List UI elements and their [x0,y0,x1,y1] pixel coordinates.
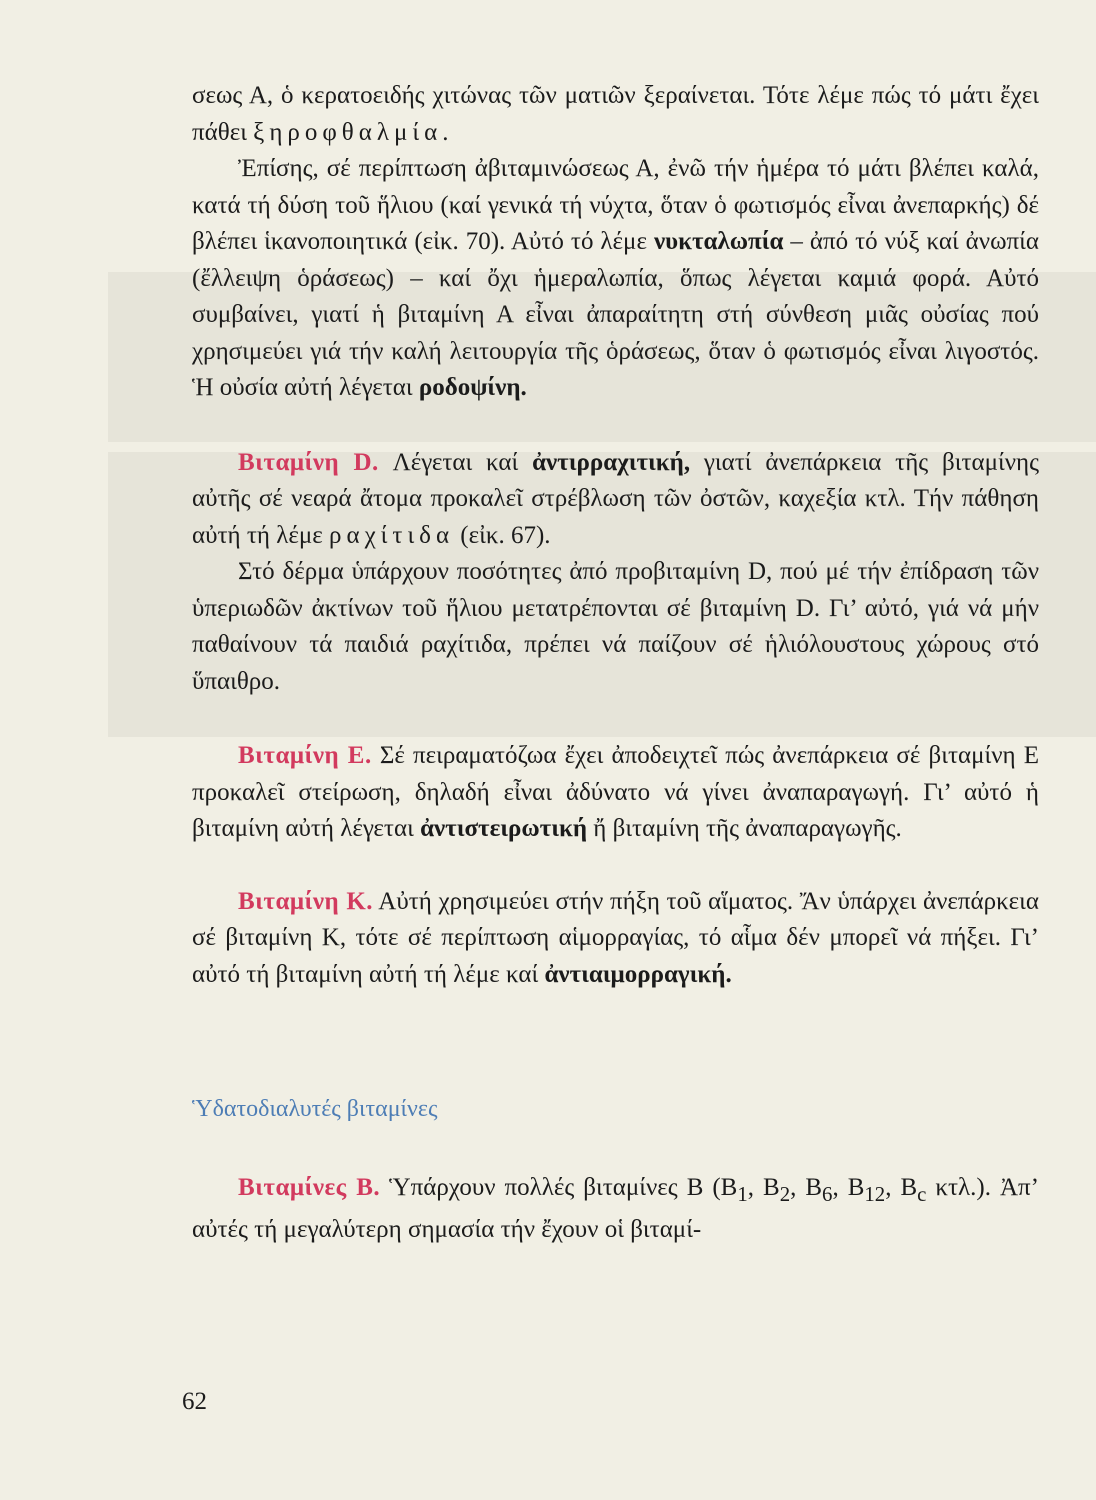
term-antisterility: ἀντιστειρωτική [420,815,588,842]
term-xerophthalmia: ξηροφθαλμία [253,118,443,146]
term-antihemorrhagic: ἀντιαιμορραγική. [544,960,732,988]
term-nyctalopia: νυκταλωπία [653,228,784,255]
paragraph-vitamin-k: Βιταμίνη Κ. Αὐτή χρησιμεύει στήν πήξη τοῦ αἵματος. Ἄν ὑπάρχει ἀνεπάρκεια σέ βιταμίνη Κ, τότε σέ περίπτωση αἱμορραγίας, τό αἷμα δέν μπορεῖ νά πήξει. Γι’ αὐτό τή βιταμίνη αὐτή τή λέμε καί ἀντιαιμορραγική. [192,887,1040,988]
paragraph-xerophthalmia: σεως Α, ὁ κερατοειδής χιτώνας τῶν ματιῶν ξεραίνεται. Τότε λέμε πώς τό μάτι ἔχει πάθει ξηροφθαλμία. [192,82,1039,146]
paragraph-vitamin-d: Βιταμίνη D. Λέγεται καί ἀντιρραχιτική, γιατί ἀνεπάρκεια τῆς βιταμίνης αὐτῆς σέ νεαρά ἄτομα προκαλεῖ στρέβλωση τῶν ὀστῶν, καχεξία κτλ. Τήν πάθηση αὐτή τή λέμε ραχίτιδα (εἰκ. 67). [192,448,1039,549]
term-antirachitic: ἀντιρραχιτική, [532,448,691,476]
heading-vitamin-e: Βιταμίνη Ε. [238,742,372,769]
term-rickets: ραχίτιδα [329,521,455,549]
paragraph-vitamin-d-skin: Στό δέρμα ὑπάρχουν ποσότητες ἀπό προβιταμίνη D, πού μέ τήν ἐπίδραση τῶν ὑπεριωδῶν ἀκτίνων τοῦ ἥλιου μετατρέπονται σέ βιταμίνη D. Γι’ αὐτό, γιά νά μήν παθαίνουν τά παιδιά ραχίτιδα, πρέπει νά παίζουν σέ ἡλιόλουστους χώρους στό ὕπαιθρο. [192,558,1039,695]
paragraph-vitamin-b: Βιταμίνες Β. Ὑπάρχουν πολλές βιταμίνες Β ($B_1$, $B_2$, $B_6$, $B_{12}$, $B_c$ κτλ.). Ἀπ’ αὐτές τή μεγαλύτερη σημασία τήν ἔχουν οἱ βιταμί- [192,1173,1039,1243]
heading-vitamin-d: Βιταμίνη D. [238,448,379,476]
paragraph-vitamin-e: Βιταμίνη Ε. Σέ πειραματόζωα ἔχει ἀποδειχτεῖ πώς ἀνεπάρκεια σέ βιταμίνη Ε προκαλεῖ στείρωση, δηλαδή εἶναι ἀδύνατο νά γίνει ἀναπαραγωγή. Γι’ αὐτό ἡ βιταμίνη αὐτή λέγεται ἀντιστειρωτική ἤ βιταμίνη τῆς ἀναπαραγωγῆς. [192,742,1039,842]
page-number: 62 [182,1388,207,1415]
section-title: Ὑδατοδιαλυτές βιταμίνες [192,1096,438,1122]
heading-vitamin-k: Βιταμίνη Κ. [238,887,374,915]
page-body [192,78,1039,1249]
term-rhodopsin: ροδοψίνη. [418,374,527,401]
heading-vitamin-b: Βιταμίνες Β. [238,1173,381,1201]
paragraph-night-blindness: Ἐπίσης, σέ περίπτωση ἀβιταμινώσεως Α, ἐνῶ τήν ἡμέρα τό μάτι βλέπει καλά, κατά τή δύση τοῦ ἥλιου (καί γενικά τή νύχτα, ὅταν ὁ φωτισμός εἶναι ἀνεπαρκής) δέ βλέπει ἱκανοποιητικά (εἰκ. 70). Αὐτό τό λέμε νυκταλωπία – ἀπό τό νύξ καί ἀνωπία (ἔλλειψη ὁράσεως) – καί ὄχι ἡμεραλωπία, ὅπως λέγεται καμιά φορά. Αὐτό συμβαίνει, γιατί ἡ βιταμίνη Α εἶναι ἀπαραίτητη στή σύνθεση μιᾶς οὐσίας πού χρησιμεύει γιά τήν καλή λειτουργία τῆς ὁράσεως, ὅταν ὁ φωτισμός εἶναι λιγοστός. Ἡ οὐσία αὐτή λέγεται ροδοψίνη. [192,155,1039,401]
